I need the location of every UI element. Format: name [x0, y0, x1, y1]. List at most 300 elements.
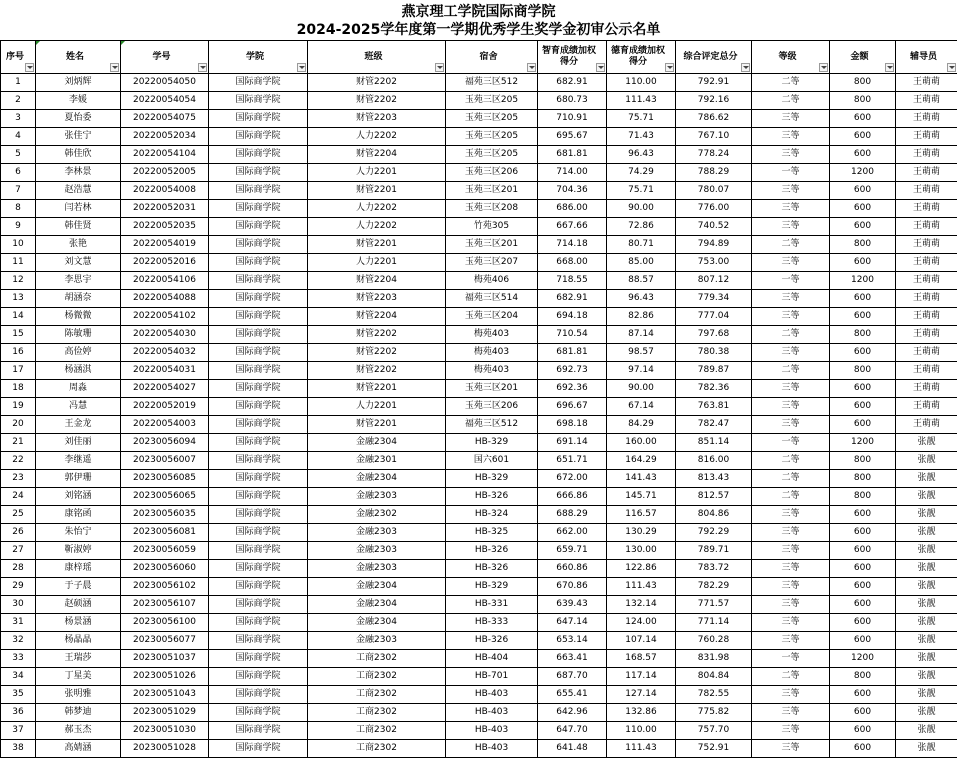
cell-no[interactable]: 2 — [1, 92, 36, 110]
cell-grade[interactable]: 三等 — [752, 308, 830, 326]
cell-deyu[interactable]: 132.14 — [607, 596, 676, 614]
cell-college[interactable]: 国际商学院 — [209, 398, 308, 416]
cell-zhiyu[interactable]: 672.00 — [538, 470, 607, 488]
filter-dropdown-icon[interactable] — [741, 63, 750, 72]
cell-id[interactable]: 20230051029 — [121, 704, 209, 722]
cell-amount[interactable]: 600 — [830, 290, 896, 308]
cell-college[interactable]: 国际商学院 — [209, 272, 308, 290]
cell-class[interactable]: 财管2201 — [308, 380, 446, 398]
cell-name[interactable]: 赵硕涵 — [36, 596, 121, 614]
cell-college[interactable]: 国际商学院 — [209, 722, 308, 740]
cell-class[interactable]: 工商2302 — [308, 722, 446, 740]
cell-name[interactable]: 刘炳辉 — [36, 74, 121, 92]
cell-zhiyu[interactable]: 691.14 — [538, 434, 607, 452]
cell-counselor[interactable]: 张靓 — [896, 506, 957, 524]
cell-no[interactable]: 14 — [1, 308, 36, 326]
cell-grade[interactable]: 三等 — [752, 146, 830, 164]
cell-name[interactable]: 刘文慧 — [36, 254, 121, 272]
cell-grade[interactable]: 三等 — [752, 200, 830, 218]
cell-counselor[interactable]: 张靓 — [896, 578, 957, 596]
cell-amount[interactable]: 600 — [830, 128, 896, 146]
cell-zhiyu[interactable]: 659.71 — [538, 542, 607, 560]
cell-amount[interactable]: 600 — [830, 578, 896, 596]
cell-id[interactable]: 20230056060 — [121, 560, 209, 578]
cell-name[interactable]: 刘佳丽 — [36, 434, 121, 452]
cell-class[interactable]: 金融2304 — [308, 434, 446, 452]
cell-id[interactable]: 20220054027 — [121, 380, 209, 398]
cell-counselor[interactable]: 王萌萌 — [896, 344, 957, 362]
cell-total[interactable]: 788.29 — [676, 164, 752, 182]
cell-dorm[interactable]: HB-403 — [446, 722, 538, 740]
cell-id[interactable]: 20230056107 — [121, 596, 209, 614]
cell-deyu[interactable]: 85.00 — [607, 254, 676, 272]
cell-class[interactable]: 金融2303 — [308, 632, 446, 650]
cell-college[interactable]: 国际商学院 — [209, 506, 308, 524]
cell-total[interactable]: 771.57 — [676, 596, 752, 614]
cell-name[interactable]: 王瑞莎 — [36, 650, 121, 668]
cell-class[interactable]: 人力2202 — [308, 218, 446, 236]
cell-college[interactable]: 国际商学院 — [209, 326, 308, 344]
cell-grade[interactable]: 二等 — [752, 326, 830, 344]
cell-counselor[interactable]: 张靓 — [896, 686, 957, 704]
cell-class[interactable]: 财管2202 — [308, 74, 446, 92]
cell-name[interactable]: 冯慧 — [36, 398, 121, 416]
cell-deyu[interactable]: 110.00 — [607, 74, 676, 92]
cell-zhiyu[interactable]: 653.14 — [538, 632, 607, 650]
cell-dorm[interactable]: 福苑三区512 — [446, 416, 538, 434]
cell-college[interactable]: 国际商学院 — [209, 632, 308, 650]
cell-name[interactable]: 高俭婷 — [36, 344, 121, 362]
cell-name[interactable]: 高婧涵 — [36, 740, 121, 758]
cell-zhiyu[interactable]: 682.91 — [538, 74, 607, 92]
cell-zhiyu[interactable]: 662.00 — [538, 524, 607, 542]
cell-class[interactable]: 金融2304 — [308, 470, 446, 488]
cell-id[interactable]: 20220052035 — [121, 218, 209, 236]
cell-id[interactable]: 20230056077 — [121, 632, 209, 650]
filter-dropdown-icon[interactable] — [435, 63, 444, 72]
cell-amount[interactable]: 600 — [830, 686, 896, 704]
cell-counselor[interactable]: 王萌萌 — [896, 380, 957, 398]
cell-amount[interactable]: 1200 — [830, 434, 896, 452]
cell-dorm[interactable]: HB-701 — [446, 668, 538, 686]
cell-grade[interactable]: 三等 — [752, 596, 830, 614]
cell-no[interactable]: 16 — [1, 344, 36, 362]
cell-dorm[interactable]: 玉苑三区201 — [446, 236, 538, 254]
cell-dorm[interactable]: HB-403 — [446, 686, 538, 704]
cell-college[interactable]: 国际商学院 — [209, 614, 308, 632]
cell-no[interactable]: 7 — [1, 182, 36, 200]
cell-no[interactable]: 3 — [1, 110, 36, 128]
cell-college[interactable]: 国际商学院 — [209, 740, 308, 758]
cell-dorm[interactable]: HB-326 — [446, 542, 538, 560]
cell-deyu[interactable]: 111.43 — [607, 740, 676, 758]
cell-college[interactable]: 国际商学院 — [209, 470, 308, 488]
cell-no[interactable]: 17 — [1, 362, 36, 380]
cell-grade[interactable]: 三等 — [752, 686, 830, 704]
cell-no[interactable]: 35 — [1, 686, 36, 704]
filter-dropdown-icon[interactable] — [297, 63, 306, 72]
cell-counselor[interactable]: 王萌萌 — [896, 128, 957, 146]
cell-id[interactable]: 20220054088 — [121, 290, 209, 308]
cell-zhiyu[interactable]: 688.29 — [538, 506, 607, 524]
cell-total[interactable]: 753.00 — [676, 254, 752, 272]
cell-college[interactable]: 国际商学院 — [209, 74, 308, 92]
cell-deyu[interactable]: 130.29 — [607, 524, 676, 542]
cell-grade[interactable]: 一等 — [752, 272, 830, 290]
cell-deyu[interactable]: 107.14 — [607, 632, 676, 650]
cell-counselor[interactable]: 王萌萌 — [896, 74, 957, 92]
cell-college[interactable]: 国际商学院 — [209, 218, 308, 236]
cell-college[interactable]: 国际商学院 — [209, 596, 308, 614]
cell-college[interactable]: 国际商学院 — [209, 290, 308, 308]
cell-counselor[interactable]: 张靓 — [896, 470, 957, 488]
cell-grade[interactable]: 三等 — [752, 506, 830, 524]
cell-name[interactable]: 朱怡宁 — [36, 524, 121, 542]
cell-counselor[interactable]: 王萌萌 — [896, 110, 957, 128]
cell-college[interactable]: 国际商学院 — [209, 128, 308, 146]
cell-college[interactable]: 国际商学院 — [209, 686, 308, 704]
cell-name[interactable]: 李媛 — [36, 92, 121, 110]
cell-zhiyu[interactable]: 670.86 — [538, 578, 607, 596]
cell-total[interactable]: 771.14 — [676, 614, 752, 632]
cell-dorm[interactable]: 福苑三区512 — [446, 74, 538, 92]
cell-no[interactable]: 30 — [1, 596, 36, 614]
cell-counselor[interactable]: 王萌萌 — [896, 236, 957, 254]
cell-counselor[interactable]: 王萌萌 — [896, 164, 957, 182]
cell-no[interactable]: 36 — [1, 704, 36, 722]
cell-name[interactable]: 郭伊珊 — [36, 470, 121, 488]
cell-grade[interactable]: 三等 — [752, 524, 830, 542]
cell-counselor[interactable]: 王萌萌 — [896, 92, 957, 110]
cell-grade[interactable]: 二等 — [752, 488, 830, 506]
cell-amount[interactable]: 600 — [830, 722, 896, 740]
cell-counselor[interactable]: 王萌萌 — [896, 416, 957, 434]
cell-zhiyu[interactable]: 666.86 — [538, 488, 607, 506]
cell-dorm[interactable]: 玉苑三区208 — [446, 200, 538, 218]
cell-name[interactable]: 杨微微 — [36, 308, 121, 326]
cell-amount[interactable]: 600 — [830, 254, 896, 272]
cell-no[interactable]: 4 — [1, 128, 36, 146]
cell-college[interactable]: 国际商学院 — [209, 182, 308, 200]
cell-deyu[interactable]: 164.29 — [607, 452, 676, 470]
cell-amount[interactable]: 800 — [830, 326, 896, 344]
cell-dorm[interactable]: 国六601 — [446, 452, 538, 470]
cell-zhiyu[interactable]: 663.41 — [538, 650, 607, 668]
cell-counselor[interactable]: 张靓 — [896, 434, 957, 452]
cell-no[interactable]: 21 — [1, 434, 36, 452]
cell-class[interactable]: 财管2202 — [308, 362, 446, 380]
cell-name[interactable]: 丁星美 — [36, 668, 121, 686]
cell-id[interactable]: 20220052031 — [121, 200, 209, 218]
cell-college[interactable]: 国际商学院 — [209, 488, 308, 506]
cell-grade[interactable]: 三等 — [752, 398, 830, 416]
cell-total[interactable]: 786.62 — [676, 110, 752, 128]
cell-dorm[interactable]: HB-329 — [446, 434, 538, 452]
cell-zhiyu[interactable]: 647.70 — [538, 722, 607, 740]
cell-zhiyu[interactable]: 692.36 — [538, 380, 607, 398]
cell-grade[interactable]: 二等 — [752, 236, 830, 254]
cell-zhiyu[interactable]: 681.81 — [538, 344, 607, 362]
cell-name[interactable]: 韩梦迪 — [36, 704, 121, 722]
cell-amount[interactable]: 1200 — [830, 164, 896, 182]
cell-name[interactable]: 夏怡委 — [36, 110, 121, 128]
cell-class[interactable]: 财管2201 — [308, 236, 446, 254]
cell-total[interactable]: 767.10 — [676, 128, 752, 146]
cell-dorm[interactable]: HB-325 — [446, 524, 538, 542]
cell-deyu[interactable]: 124.00 — [607, 614, 676, 632]
cell-amount[interactable]: 800 — [830, 452, 896, 470]
cell-id[interactable]: 20220054106 — [121, 272, 209, 290]
cell-deyu[interactable]: 72.86 — [607, 218, 676, 236]
cell-amount[interactable]: 800 — [830, 362, 896, 380]
cell-dorm[interactable]: 福苑三区514 — [446, 290, 538, 308]
cell-id[interactable]: 20230056085 — [121, 470, 209, 488]
cell-college[interactable]: 国际商学院 — [209, 344, 308, 362]
cell-class[interactable]: 工商2302 — [308, 650, 446, 668]
cell-zhiyu[interactable]: 681.81 — [538, 146, 607, 164]
cell-no[interactable]: 33 — [1, 650, 36, 668]
cell-deyu[interactable]: 96.43 — [607, 146, 676, 164]
cell-id[interactable]: 20230056065 — [121, 488, 209, 506]
cell-dorm[interactable]: HB-333 — [446, 614, 538, 632]
cell-dorm[interactable]: 梅苑403 — [446, 344, 538, 362]
cell-college[interactable]: 国际商学院 — [209, 560, 308, 578]
cell-amount[interactable]: 600 — [830, 344, 896, 362]
cell-deyu[interactable]: 97.14 — [607, 362, 676, 380]
cell-deyu[interactable]: 67.14 — [607, 398, 676, 416]
cell-id[interactable]: 20220052034 — [121, 128, 209, 146]
cell-total[interactable]: 782.36 — [676, 380, 752, 398]
cell-college[interactable]: 国际商学院 — [209, 434, 308, 452]
cell-id[interactable]: 20220054019 — [121, 236, 209, 254]
filter-dropdown-icon[interactable] — [819, 63, 828, 72]
cell-no[interactable]: 23 — [1, 470, 36, 488]
cell-zhiyu[interactable]: 655.41 — [538, 686, 607, 704]
cell-name[interactable]: 康梓瑶 — [36, 560, 121, 578]
cell-deyu[interactable]: 96.43 — [607, 290, 676, 308]
cell-class[interactable]: 工商2302 — [308, 686, 446, 704]
cell-dorm[interactable]: 竹苑305 — [446, 218, 538, 236]
cell-deyu[interactable]: 90.00 — [607, 200, 676, 218]
cell-class[interactable]: 金融2301 — [308, 452, 446, 470]
cell-deyu[interactable]: 71.43 — [607, 128, 676, 146]
cell-counselor[interactable]: 王萌萌 — [896, 398, 957, 416]
cell-counselor[interactable]: 张靓 — [896, 524, 957, 542]
cell-total[interactable]: 780.38 — [676, 344, 752, 362]
cell-zhiyu[interactable]: 668.00 — [538, 254, 607, 272]
cell-grade[interactable]: 三等 — [752, 704, 830, 722]
cell-total[interactable]: 757.70 — [676, 722, 752, 740]
cell-total[interactable]: 782.29 — [676, 578, 752, 596]
cell-college[interactable]: 国际商学院 — [209, 362, 308, 380]
cell-amount[interactable]: 600 — [830, 416, 896, 434]
cell-college[interactable]: 国际商学院 — [209, 650, 308, 668]
cell-class[interactable]: 人力2202 — [308, 128, 446, 146]
cell-class[interactable]: 金融2304 — [308, 614, 446, 632]
cell-total[interactable]: 760.28 — [676, 632, 752, 650]
cell-no[interactable]: 27 — [1, 542, 36, 560]
cell-dorm[interactable]: 玉苑三区205 — [446, 92, 538, 110]
cell-deyu[interactable]: 74.29 — [607, 164, 676, 182]
cell-college[interactable]: 国际商学院 — [209, 236, 308, 254]
cell-grade[interactable]: 三等 — [752, 542, 830, 560]
cell-counselor[interactable]: 张靓 — [896, 614, 957, 632]
cell-class[interactable]: 财管2203 — [308, 110, 446, 128]
cell-college[interactable]: 国际商学院 — [209, 380, 308, 398]
cell-zhiyu[interactable]: 718.55 — [538, 272, 607, 290]
cell-total[interactable]: 779.34 — [676, 290, 752, 308]
cell-college[interactable]: 国际商学院 — [209, 164, 308, 182]
cell-id[interactable]: 20230056100 — [121, 614, 209, 632]
cell-grade[interactable]: 三等 — [752, 128, 830, 146]
cell-no[interactable]: 12 — [1, 272, 36, 290]
cell-counselor[interactable]: 王萌萌 — [896, 308, 957, 326]
cell-grade[interactable]: 三等 — [752, 182, 830, 200]
cell-name[interactable]: 王金龙 — [36, 416, 121, 434]
cell-total[interactable]: 804.84 — [676, 668, 752, 686]
cell-amount[interactable]: 800 — [830, 74, 896, 92]
cell-dorm[interactable]: HB-329 — [446, 470, 538, 488]
cell-name[interactable]: 康铭函 — [36, 506, 121, 524]
cell-id[interactable]: 20220054050 — [121, 74, 209, 92]
cell-zhiyu[interactable]: 651.71 — [538, 452, 607, 470]
cell-id[interactable]: 20220054032 — [121, 344, 209, 362]
cell-no[interactable]: 29 — [1, 578, 36, 596]
cell-id[interactable]: 20220054054 — [121, 92, 209, 110]
cell-amount[interactable]: 600 — [830, 182, 896, 200]
cell-id[interactable]: 20220052019 — [121, 398, 209, 416]
cell-grade[interactable]: 三等 — [752, 110, 830, 128]
cell-no[interactable]: 5 — [1, 146, 36, 164]
cell-name[interactable]: 李林景 — [36, 164, 121, 182]
cell-zhiyu[interactable]: 698.18 — [538, 416, 607, 434]
cell-dorm[interactable]: HB-331 — [446, 596, 538, 614]
cell-deyu[interactable]: 145.71 — [607, 488, 676, 506]
cell-no[interactable]: 32 — [1, 632, 36, 650]
cell-zhiyu[interactable]: 687.70 — [538, 668, 607, 686]
cell-class[interactable]: 金融2302 — [308, 506, 446, 524]
cell-class[interactable]: 金融2304 — [308, 578, 446, 596]
cell-class[interactable]: 财管2202 — [308, 326, 446, 344]
cell-college[interactable]: 国际商学院 — [209, 308, 308, 326]
cell-grade[interactable]: 三等 — [752, 218, 830, 236]
cell-total[interactable]: 782.55 — [676, 686, 752, 704]
cell-no[interactable]: 9 — [1, 218, 36, 236]
cell-counselor[interactable]: 张靓 — [896, 560, 957, 578]
cell-id[interactable]: 20220054104 — [121, 146, 209, 164]
cell-total[interactable]: 776.00 — [676, 200, 752, 218]
cell-no[interactable]: 19 — [1, 398, 36, 416]
cell-name[interactable]: 韩佳欣 — [36, 146, 121, 164]
cell-id[interactable]: 20220054031 — [121, 362, 209, 380]
cell-amount[interactable]: 800 — [830, 92, 896, 110]
cell-zhiyu[interactable]: 710.91 — [538, 110, 607, 128]
cell-total[interactable]: 763.81 — [676, 398, 752, 416]
cell-total[interactable]: 851.14 — [676, 434, 752, 452]
cell-zhiyu[interactable]: 704.36 — [538, 182, 607, 200]
cell-amount[interactable]: 600 — [830, 200, 896, 218]
cell-name[interactable]: 杨景涵 — [36, 614, 121, 632]
cell-total[interactable]: 775.82 — [676, 704, 752, 722]
cell-counselor[interactable]: 王萌萌 — [896, 218, 957, 236]
cell-zhiyu[interactable]: 642.96 — [538, 704, 607, 722]
cell-total[interactable]: 831.98 — [676, 650, 752, 668]
cell-college[interactable]: 国际商学院 — [209, 452, 308, 470]
cell-dorm[interactable]: 玉苑三区206 — [446, 398, 538, 416]
cell-class[interactable]: 人力2201 — [308, 254, 446, 272]
cell-class[interactable]: 财管2202 — [308, 344, 446, 362]
cell-total[interactable]: 740.52 — [676, 218, 752, 236]
cell-no[interactable]: 15 — [1, 326, 36, 344]
cell-no[interactable]: 38 — [1, 740, 36, 758]
cell-id[interactable]: 20230051030 — [121, 722, 209, 740]
cell-zhiyu[interactable]: 680.73 — [538, 92, 607, 110]
cell-name[interactable]: 张艳 — [36, 236, 121, 254]
filter-dropdown-icon[interactable] — [198, 63, 207, 72]
cell-no[interactable]: 34 — [1, 668, 36, 686]
cell-grade[interactable]: 三等 — [752, 722, 830, 740]
cell-zhiyu[interactable]: 647.14 — [538, 614, 607, 632]
cell-name[interactable]: 张佳宁 — [36, 128, 121, 146]
filter-dropdown-icon[interactable] — [665, 63, 674, 72]
cell-amount[interactable]: 600 — [830, 398, 896, 416]
cell-total[interactable]: 780.07 — [676, 182, 752, 200]
cell-college[interactable]: 国际商学院 — [209, 200, 308, 218]
cell-dorm[interactable]: HB-403 — [446, 740, 538, 758]
cell-counselor[interactable]: 张靓 — [896, 740, 957, 758]
cell-deyu[interactable]: 141.43 — [607, 470, 676, 488]
cell-deyu[interactable]: 75.71 — [607, 182, 676, 200]
cell-deyu[interactable]: 122.86 — [607, 560, 676, 578]
cell-id[interactable]: 20230056102 — [121, 578, 209, 596]
cell-name[interactable]: 张明雅 — [36, 686, 121, 704]
cell-total[interactable]: 777.04 — [676, 308, 752, 326]
cell-college[interactable]: 国际商学院 — [209, 146, 308, 164]
filter-dropdown-icon[interactable] — [885, 63, 894, 72]
cell-amount[interactable]: 600 — [830, 308, 896, 326]
cell-no[interactable]: 10 — [1, 236, 36, 254]
cell-no[interactable]: 11 — [1, 254, 36, 272]
cell-total[interactable]: 797.68 — [676, 326, 752, 344]
cell-id[interactable]: 20230056059 — [121, 542, 209, 560]
cell-no[interactable]: 25 — [1, 506, 36, 524]
cell-id[interactable]: 20230051028 — [121, 740, 209, 758]
cell-dorm[interactable]: HB-404 — [446, 650, 538, 668]
cell-amount[interactable]: 800 — [830, 236, 896, 254]
cell-deyu[interactable]: 90.00 — [607, 380, 676, 398]
cell-grade[interactable]: 二等 — [752, 668, 830, 686]
cell-grade[interactable]: 一等 — [752, 650, 830, 668]
cell-name[interactable]: 胡涵奈 — [36, 290, 121, 308]
cell-dorm[interactable]: 玉苑三区205 — [446, 110, 538, 128]
cell-zhiyu[interactable]: 714.00 — [538, 164, 607, 182]
cell-dorm[interactable]: 梅苑406 — [446, 272, 538, 290]
cell-grade[interactable]: 二等 — [752, 470, 830, 488]
cell-deyu[interactable]: 98.57 — [607, 344, 676, 362]
cell-amount[interactable]: 600 — [830, 506, 896, 524]
cell-amount[interactable]: 600 — [830, 146, 896, 164]
filter-dropdown-icon[interactable] — [527, 63, 536, 72]
cell-class[interactable]: 工商2302 — [308, 668, 446, 686]
cell-dorm[interactable]: 玉苑三区206 — [446, 164, 538, 182]
cell-amount[interactable]: 600 — [830, 218, 896, 236]
cell-id[interactable]: 20220054030 — [121, 326, 209, 344]
cell-name[interactable]: 靳淑婷 — [36, 542, 121, 560]
cell-counselor[interactable]: 王萌萌 — [896, 362, 957, 380]
cell-zhiyu[interactable]: 639.43 — [538, 596, 607, 614]
cell-grade[interactable]: 二等 — [752, 92, 830, 110]
cell-deyu[interactable]: 80.71 — [607, 236, 676, 254]
